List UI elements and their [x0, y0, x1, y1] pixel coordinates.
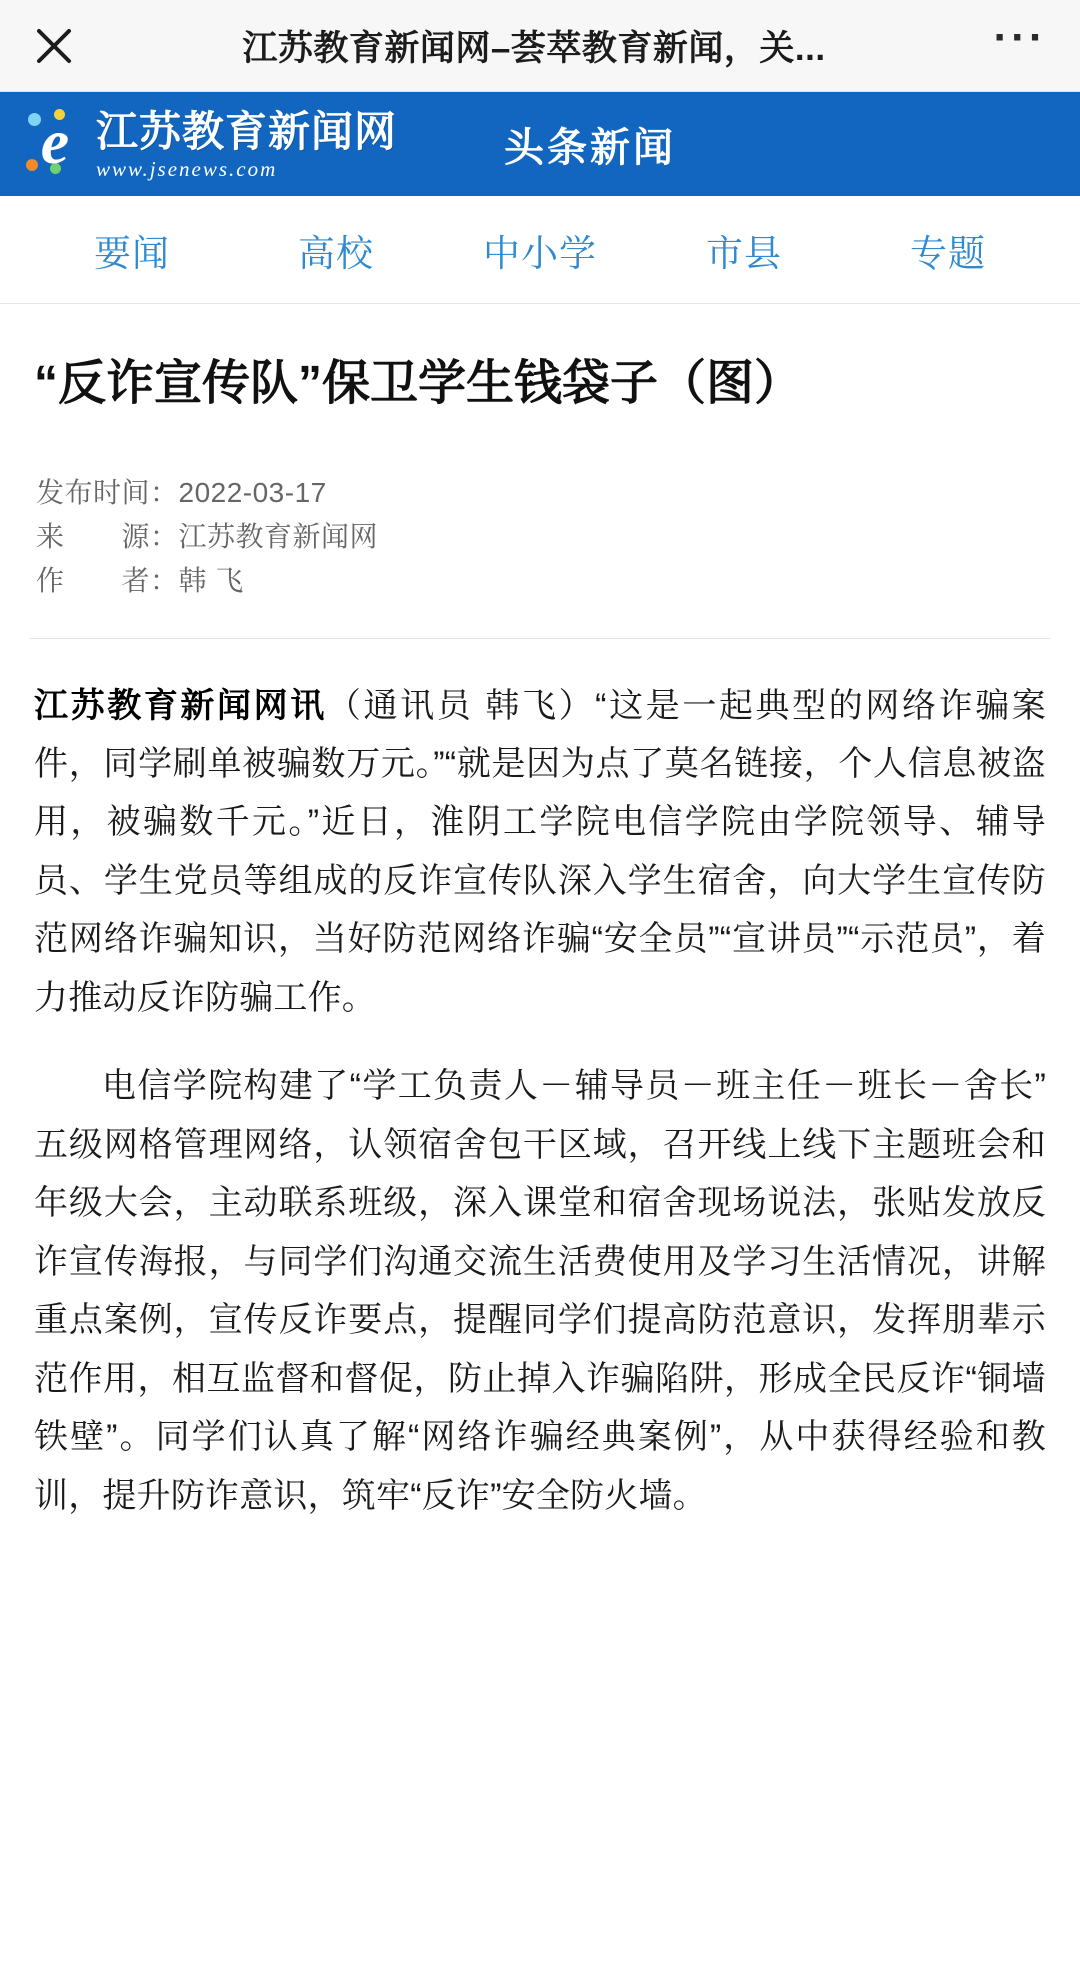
close-icon[interactable]: [28, 20, 80, 72]
article-paragraph-1-text: （通讯员 韩飞）“这是一起典型的网络诈骗案件，同学刷单被骗数万元。”“就是因为点了莫名链接，个人信息被盗用，被骗数千元。”近日，淮阴工学院电信学院由学院领导、辅导员、学生党员等组成的反诈宣传队深入学生宿舍，向大学生宣传防范网络诈骗知识，当好防范网络诈骗“安全员”“宣讲员”“示范员”，着力推动反诈防骗工作。: [34, 686, 1047, 1017]
article-source: 来 源：江苏教育新闻网: [36, 521, 379, 553]
article-lead-source: 江苏教育新闻网讯: [34, 686, 327, 725]
tab-zhuanti[interactable]: 专题: [910, 232, 986, 274]
more-options-icon[interactable]: ···: [993, 12, 1047, 62]
site-logo[interactable]: [0, 108, 397, 181]
nav-tabs: [0, 196, 1080, 304]
article-author: 作 者：韩 飞: [36, 565, 244, 597]
article-paragraph-2: 电信学院构建了“学工负责人－辅导员－班主任－班长－舍长”五级网格管理网络，认领宿舍包干区域，召开线上线下主题班会和年级大会，主动联系班级，深入课堂和宿舍现场说法，张贴发放反诈宣传海报，与同学们沟通交流生活费使用及学习生活情况，讲解重点案例，宣传反诈要点，提醒同学们提高防范意识，发挥朋辈示范作用，相互监督和督促，防止掉入诈骗陷阱，形成全民反诈“铜墙铁壁”。同学们认真了解“网络诈骗经典案例”，从中获得经验和教训，提升防诈意识，筑牢“反诈”安全防火墙。: [34, 1067, 1046, 1515]
tab-zhongxiaoxue[interactable]: 中小学: [483, 232, 597, 274]
browser-page-title: 江苏教育新闻网–荟萃教育新闻，关...: [242, 28, 826, 68]
browser-chrome-bar: [0, 0, 1080, 92]
tab-yaowen[interactable]: 要闻: [94, 232, 170, 274]
article-paragraph-1: [34, 677, 1046, 1028]
logo-e-icon: e: [22, 111, 88, 177]
tab-gaoxiao[interactable]: 高校: [298, 232, 374, 274]
header-section-title-text: 头条新闻: [504, 125, 676, 170]
article-body: [30, 677, 1050, 1526]
article-publish-time: 发布时间：2022-03-17: [36, 476, 327, 508]
article-container: [0, 352, 1080, 1575]
article-meta: [30, 471, 1050, 639]
site-logo-url: www.jsenews.com: [96, 156, 278, 181]
site-header: [0, 92, 1080, 196]
site-logo-name: 江苏教育新闻网: [96, 106, 398, 156]
tab-shixian[interactable]: 市县: [706, 232, 782, 274]
article-title: “反诈宣传队”保卫学生钱袋子（图）: [34, 357, 803, 410]
